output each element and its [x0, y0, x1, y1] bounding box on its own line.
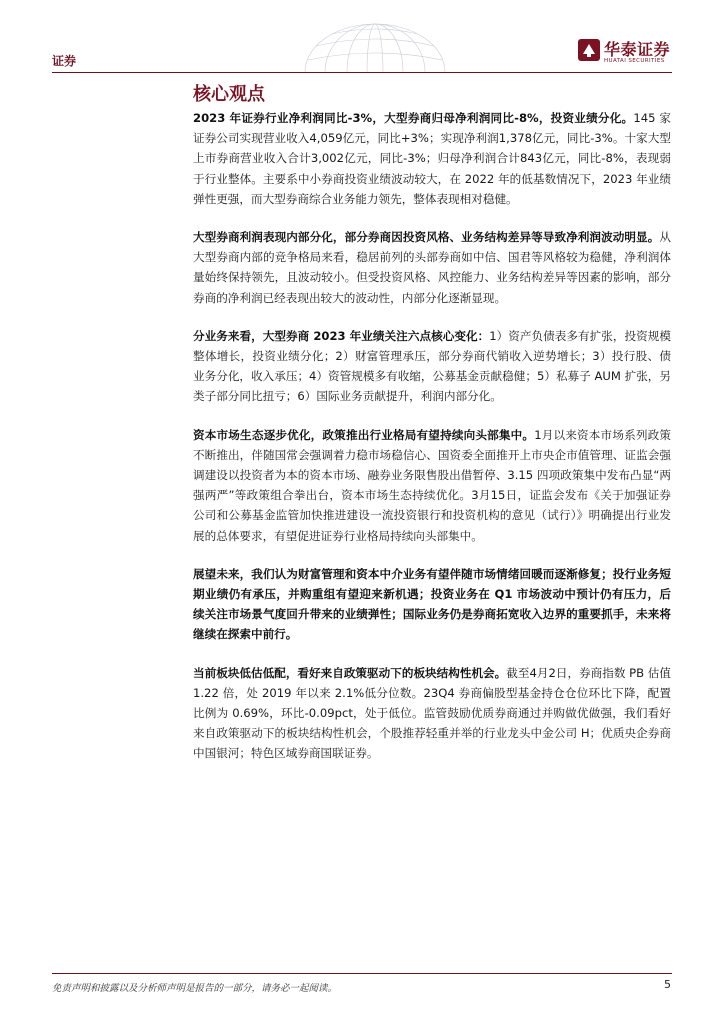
paragraph-lead: 大型券商利润表现内部分化，部分券商因投资风格、业务结构差异等导致净利润波动明显。 [193, 230, 660, 245]
section-tag: 证券 [52, 54, 77, 68]
paragraph-text: 145 家证券公司实现营业收入4,059亿元，同比+3%；实现净利润1,378亿元，同比-3%。十家大型上市券商营业收入合计3,002亿元，同比-3%；归母净利润合计843亿元，同比-8%，表现弱于行业整体。主要系中小券商投资业绩波动较大，在 2022 年的低基数情况下，2023 年业绩弹性更强，而大型券商综合业务能力领先，整体表现相对稳健。 [193, 111, 671, 206]
footer-disclaimer: 免责声明和披露以及分析师声明是报告的一部分，请务必一起阅读。 [52, 983, 338, 994]
paragraph [193, 108, 671, 209]
paragraph [193, 326, 671, 407]
paragraph [193, 564, 671, 645]
section-heading: 核心观点 [193, 84, 265, 105]
paragraph-text: 1）资产负债表多有扩张，投资规模整体增长，投资业绩分化；2）财富管理承压，部分券商代销收入逆势增长；3）投行股、债业务分化，收入承压；4）资管规模多有收缩，公募基金贡献稳健；5）私募子 AUM 扩张，另类子部分同比扭亏；6）国际业务贡献提升，利润内部分化。 [193, 328, 671, 404]
paragraph [193, 425, 671, 546]
paragraph-lead: 分业务来看，大型券商 2023 年业绩关注六点核心变化： [193, 328, 490, 343]
paragraph [193, 227, 671, 308]
globe-watermark-icon [300, 20, 450, 72]
paragraph [193, 663, 671, 764]
paragraph-lead: 展望未来，我们认为财富管理和资本中介业务有望伴随市场情绪回暖而逐渐修复；投行业务短期业绩仍有承压，并购重组有望迎来新机遇；投资业务在 Q1 市场波动中预计仍有压力，后续关注市场景气度回升带来的业绩弹性；国际业务仍是券商拓宽收入边界的重要抓手，未来将继续在探索中前行。 [193, 566, 671, 642]
footer-divider [52, 973, 672, 974]
paragraph-lead: 当前板块低估低配，看好来自政策驱动下的板块结构性机会。 [193, 665, 507, 680]
paragraph-text: 1月以来资本市场系列政策不断推出，伴随国常会强调着力稳市场稳信心、国资委全面推开上市央企市值管理、证监会强调建设以投资者为本的资本市场、融券业务限售股出借暂停、3.15 四项政策集中发布凸显“两强两严”等政策组合拳出台，资本市场生态持续优化。3月15日，证监会发布《关于加强证券公司和公募基金监管加快推进建设一流投资银行和投资机构的意见（试行）》明确提出行业发展的总体要求，有望促进证券行业格局持续向头部集中。 [193, 427, 671, 543]
header-divider [52, 72, 672, 73]
page-number: 5 [664, 978, 671, 991]
logo-name-cn: 华泰证券 [604, 40, 671, 59]
paragraph-lead: 2023 年证券行业净利润同比-3%，大型券商归母净利润同比-8%，投资业绩分化。 [193, 111, 634, 125]
huatai-logo-icon [578, 39, 600, 61]
paragraph-text: 截至4月2日，券商指数 PB 估值 1.22 倍，处 2019 年以来 2.1%低分位数。23Q4 券商偏股型基金持仓仓位环比下降，配置比例为 0.69%，环比-0.09pct，处于低位。监管鼓励优质券商通过并购做优做强，我们看好来自政策驱动下的板块结构性机会，个股推荐轻重并举的行业龙头中金公司 H；优质央企券商中国银河；特色区域券商国联证券。 [193, 665, 671, 761]
report-body [193, 108, 671, 782]
paragraph-lead: 资本市场生态逐步优化，政策推出行业格局有望持续向头部集中。 [193, 427, 535, 442]
page-header [0, 0, 724, 72]
logo-name-en: HUATAI SECURITIES [604, 58, 665, 64]
paragraph-text: 从大型券商内部的竞争格局来看，稳居前列的头部券商如中信、国君等风格较为稳健，净利润体量始终保持领先，且波动较小。但受投资风格、风控能力、业务结构差异等因素的影响，部分券商的净利润已经表现出较大的波动性，内部分化逐渐显现。 [193, 230, 671, 305]
brand-logo [578, 37, 688, 67]
